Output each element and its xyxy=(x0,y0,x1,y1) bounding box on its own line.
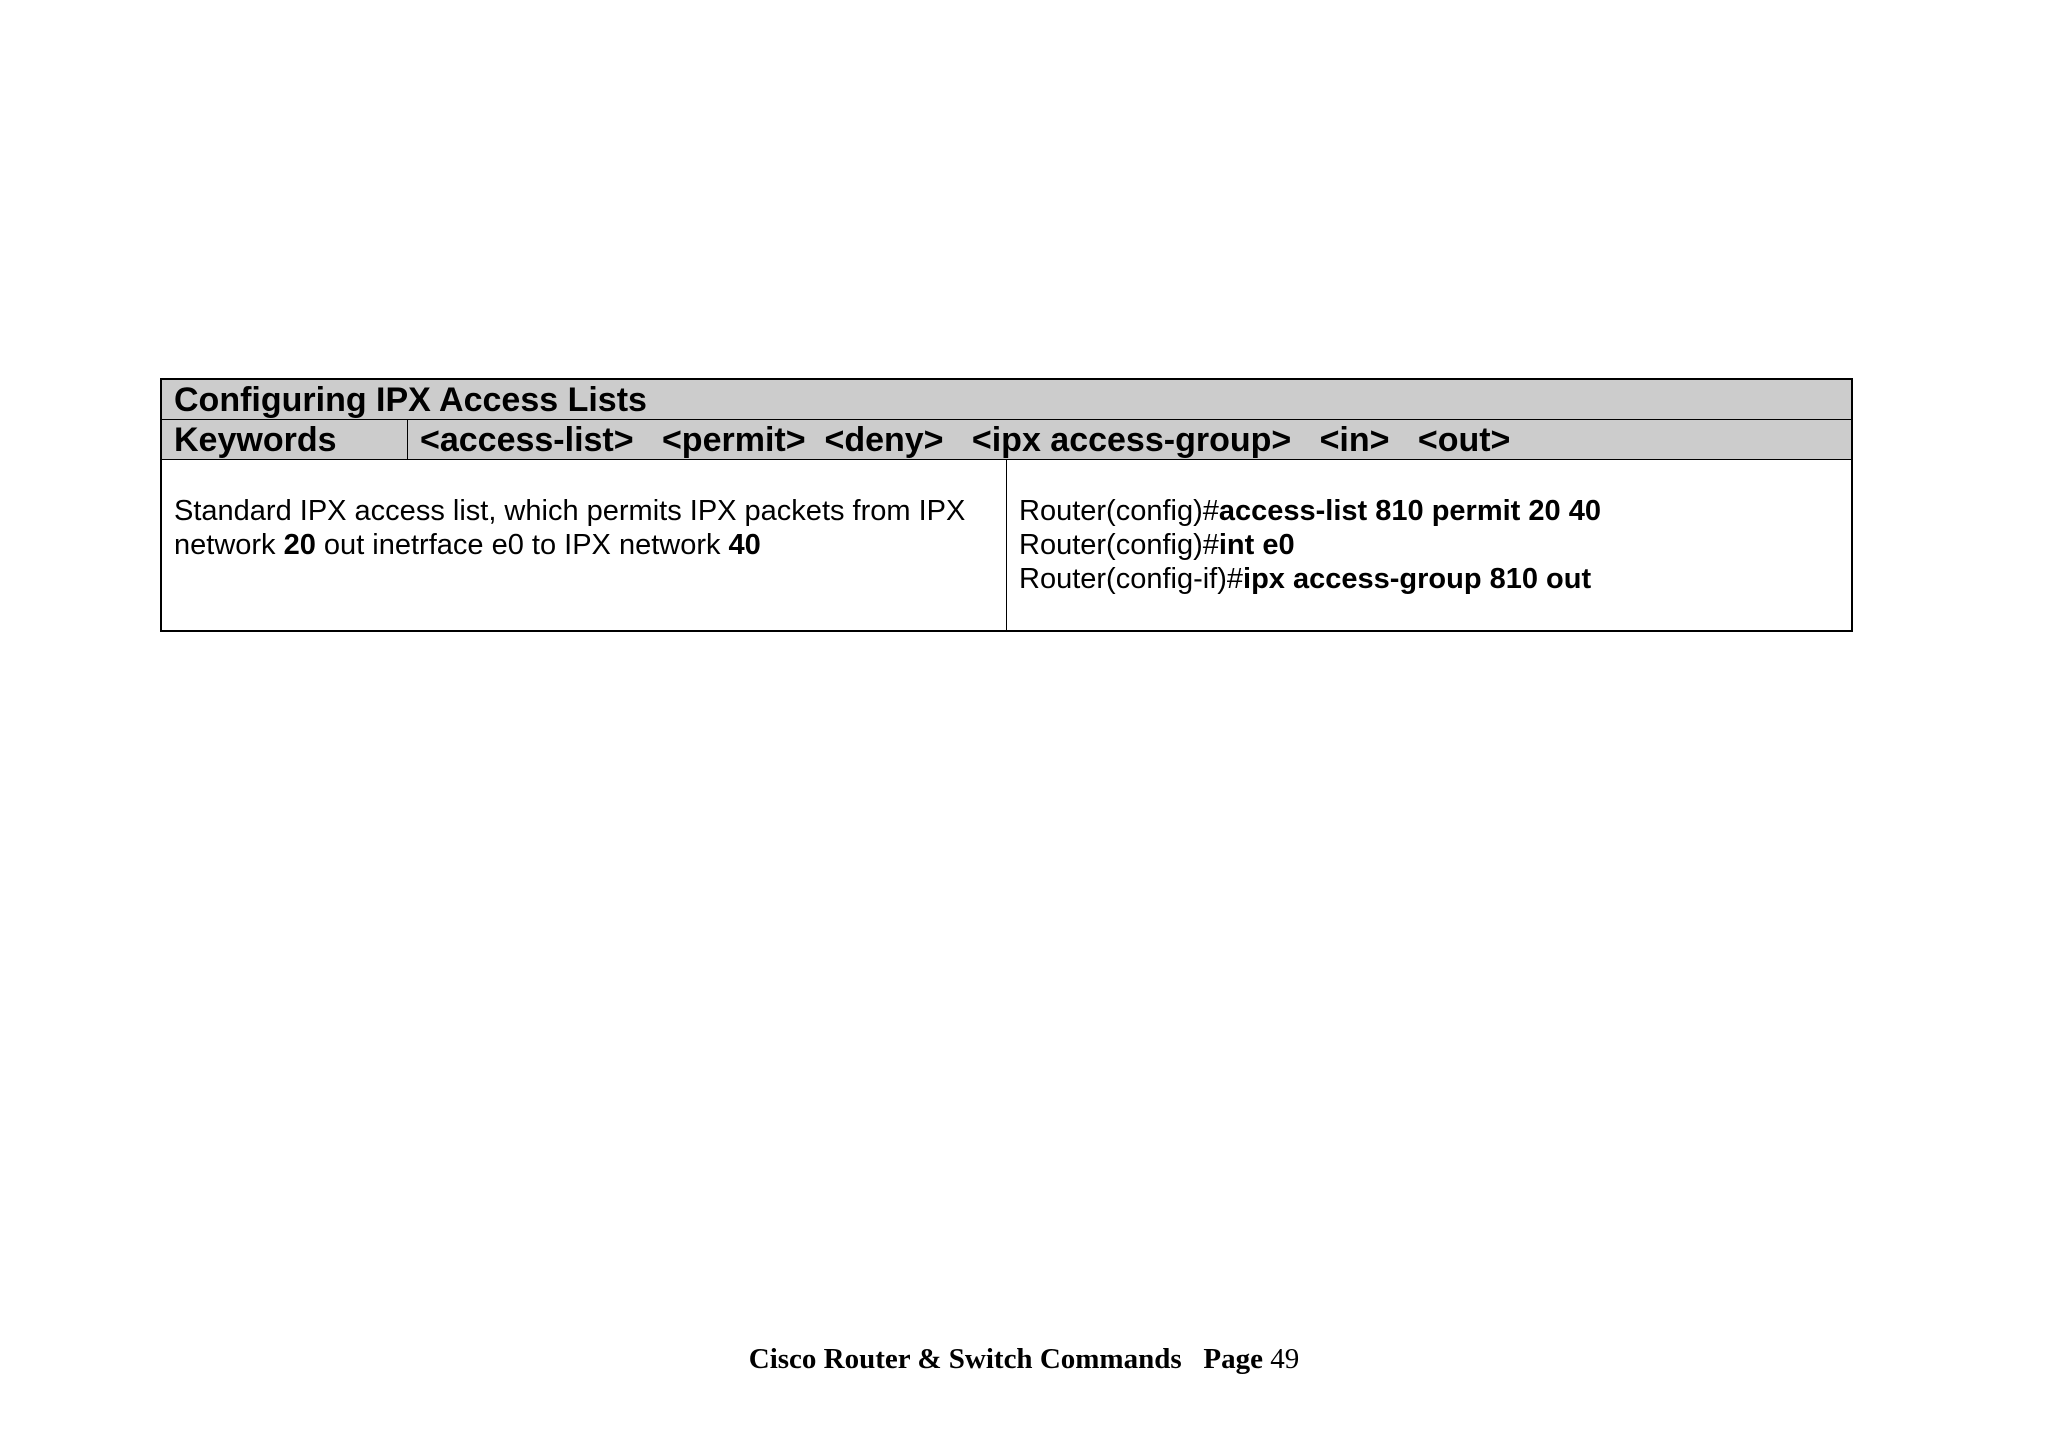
example-row xyxy=(162,460,1851,630)
footer-page-number: 49 xyxy=(1270,1343,1300,1375)
keywords-row xyxy=(162,420,1851,460)
desc-destination-network: 40 xyxy=(728,529,761,561)
command-prompt: Router(config)# xyxy=(1019,495,1219,527)
desc-source-network: 20 xyxy=(283,529,316,561)
page-footer xyxy=(0,1343,2048,1376)
command-prompt: Router(config-if)# xyxy=(1019,563,1244,595)
command-line xyxy=(1019,528,1839,562)
command-text: ipx access-group 810 out xyxy=(1243,563,1592,595)
command-text: int e0 xyxy=(1218,529,1295,561)
example-commands xyxy=(1007,460,1851,630)
example-description xyxy=(162,460,1007,630)
command-line xyxy=(1019,494,1839,528)
desc-text-1: Standard IPX access list, which permits IPX packets from IPX network xyxy=(174,495,966,561)
keywords-list: <access-list> <permit> <deny> <ipx access-group> <in> <out> xyxy=(420,421,1511,459)
footer-title: Cisco Router & Switch Commands xyxy=(748,1343,1182,1375)
command-text: access-list 810 permit 20 40 xyxy=(1218,495,1601,527)
footer-page-label: Page xyxy=(1203,1343,1263,1375)
table-title: Configuring IPX Access Lists xyxy=(162,380,1851,420)
desc-text-2: out inetrface e0 to IPX network xyxy=(315,529,729,561)
command-line xyxy=(1019,562,1839,596)
command-prompt: Router(config)# xyxy=(1019,529,1219,561)
keywords-label: Keywords xyxy=(162,420,408,459)
access-list-table xyxy=(160,378,1853,632)
